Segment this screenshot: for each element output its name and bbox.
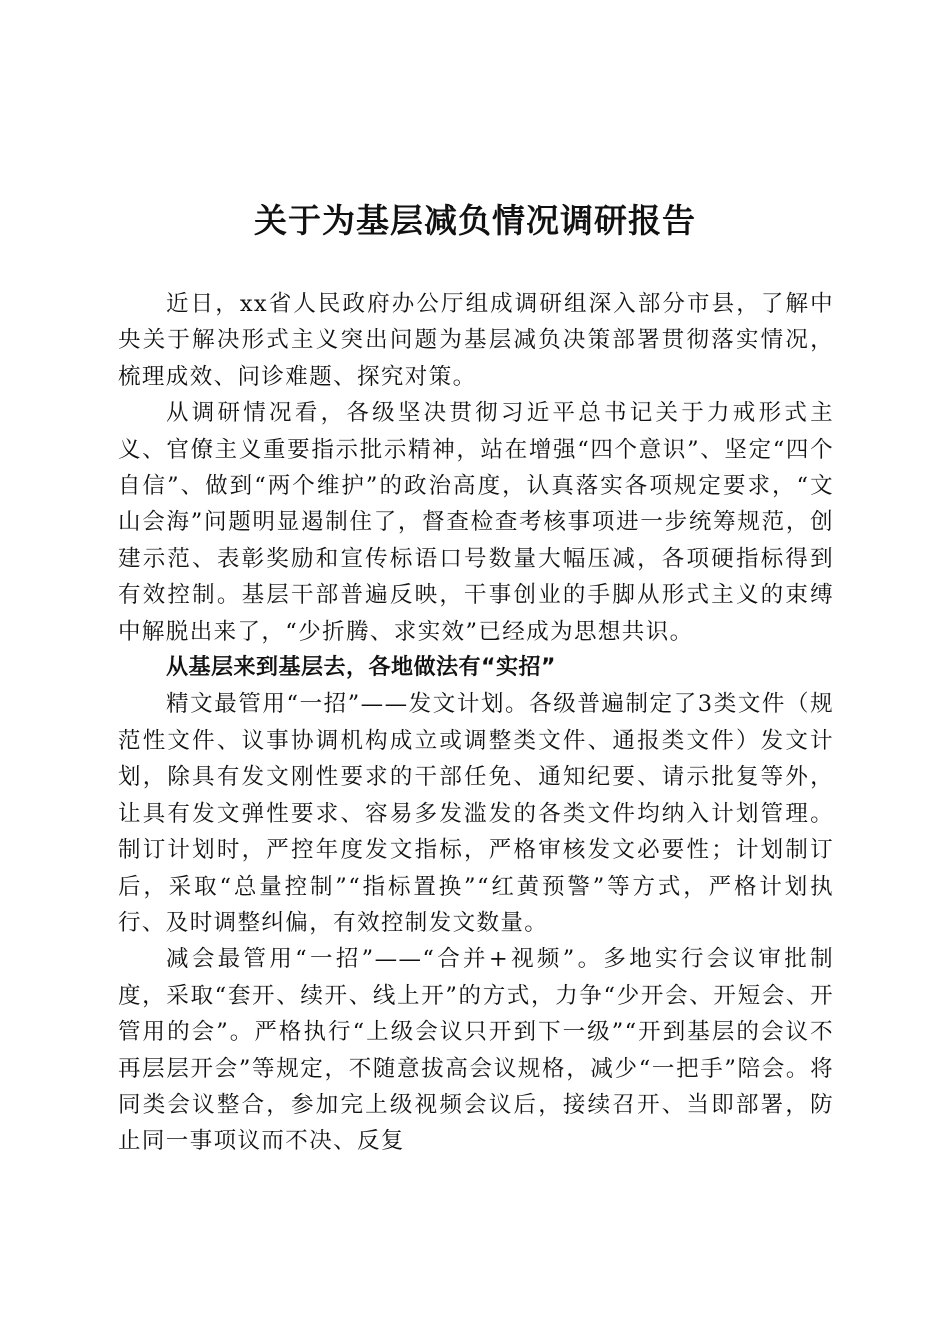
paragraph-findings: 从调研情况看，各级坚决贯彻习近平总书记关于力戒形式主义、官僚主义重要指示批示精神，站在增强“四个意识”、坚定“四个自信”、做到“两个维护”的政治高度，认真落实各项规定要求，“文山会海”问题明显遏制住了，督查检查考核事项进一步统筹规范，创建示范、表彰奖励和宣传标语口号数量大幅压减，各项硬指标得到有效控制。基层干部普遍反映，干事创业的手脚从形式主义的束缚中解脱出来了，“少折腾、求实效”已经成为思想共识。 xyxy=(118,400,834,645)
paragraph-documents: 精文最管用“一招”——发文计划。各级普遍制定了3类文件（规范性文件、议事协调机构成立或调整类文件、通报类文件）发文计划，除具有发文刚性要求的干部任免、通知纪要、请示批复等外，让具有发文弹性要求、容易多发滥发的各类文件均纳入计划管理。制订计划时，严控年度发文指标，严格审核发文必要性；计划制订后，采取“总量控制”“指标置换”“红黄预警”等方式，严格计划执行、及时调整纠偏，有效控制发文数量。 xyxy=(118,691,834,936)
document-body xyxy=(118,286,834,1160)
document-title: 关于为基层减负情况调研报告 xyxy=(254,201,696,240)
paragraph-intro: 近日，xx省人民政府办公厅组成调研组深入部分市县，了解中央关于解决形式主义突出问题为基层减负决策部署贯彻落实情况，梳理成效、问诊难题、探究对策。 xyxy=(118,291,834,390)
section-heading: 从基层来到基层去，各地做法有“实招” xyxy=(166,655,556,681)
paragraph-meetings: 减会最管用“一招”——“合并+视频”。多地实行会议审批制度，采取“套开、续开、线上开”的方式，力争“少开会、开短会、开管用的会”。严格执行“上级会议只开到下一级”“开到基层的会议不再层层开会”等规定，不随意拔高会议规格，减少“一把手”陪会。将同类会议整合，参加完上级视频会议后，接续召开、当即部署，防止同一事项议而不决、反复 xyxy=(118,946,834,1155)
